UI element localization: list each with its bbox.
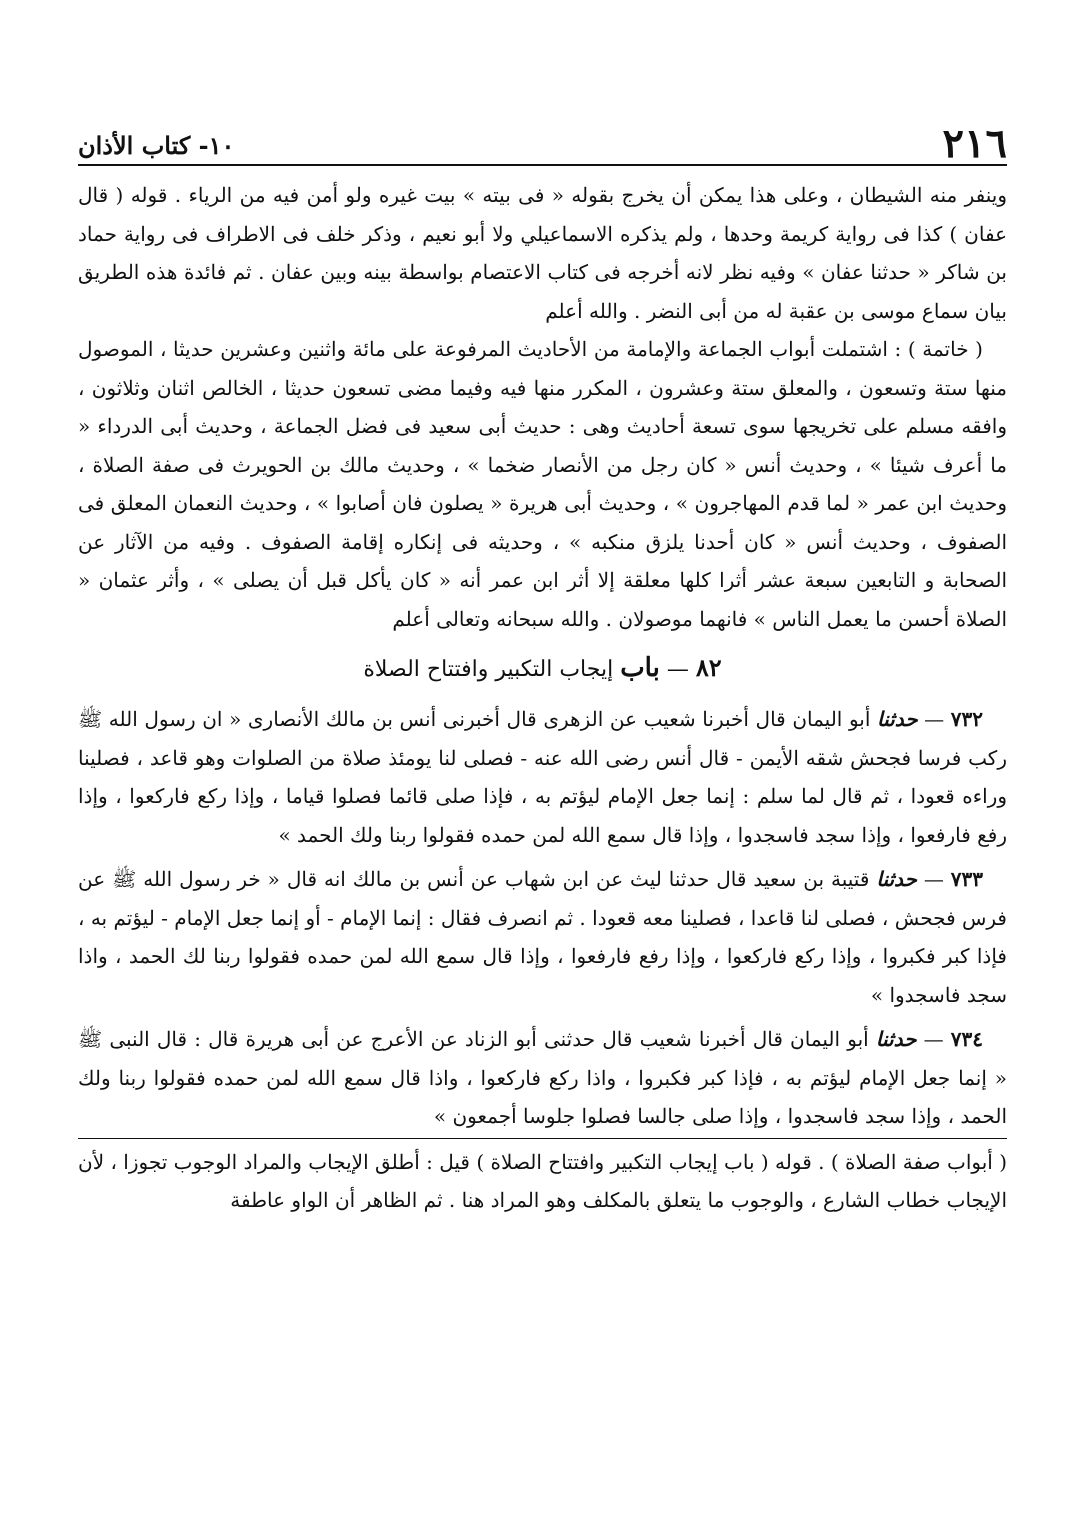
hadith-text: قتيبة بن سعيد قال حدثنا ليث عن ابن شهاب عن أنس بن مالك انه قال « خر رسول الله ﷺ عن فرس فجحش ، فصلى لنا قاعدا ، فصلينا معه قعودا . ثم انصرف فقال : إنما الإمام - أو إنما جعل الإمام - ليؤتم به ، فإذا كبر فكبروا ، وإذا ركع فاركعوا ، وإذا رفع فارفعوا ، وإذا قال سمع الله لمن حمده فقولوا ربنا لك الحمد ، واذا سجد فاسجدوا » (78, 867, 1007, 1007)
hadith-number: ٧٣٤ (950, 1027, 984, 1051)
top-commentary-paragraph: وينفر منه الشيطان ، وعلى هذا يمكن أن يخرج بقوله « فى بيته » بيت غيره ولو أمن فيه من الرياء . قوله ( قال عفان ) كذا فى رواية كريمة وحدها ، ولم يذكره الاسماعيلي ولا أبو نعيم ، وذكر خلف فى الاطراف فى رواية حماد بن شاكر « حدثنا عفان » وفيه نظر لانه أخرجه فى كتاب الاعتصام بواسطة بينه وبين عفان . ثم فائدة هذه الطريق بيان سماع موسى بن عقبة له من أبى النضر . والله أعلم (78, 183, 1007, 323)
hadith-number: ٧٣٣ (950, 867, 984, 891)
hadith-entry: ٧٣٣ — حدثنا قتيبة بن سعيد قال حدثنا ليث عن ابن شهاب عن أنس بن مالك انه قال « خر رسول الله ﷺ عن فرس فجحش ، فصلى لنا قاعدا ، فصلينا معه قعودا . ثم انصرف فقال : إنما الإمام - أو إنما جعل الإمام - ليؤتم به ، فإذا كبر فكبروا ، وإذا ركع فاركعوا ، وإذا رفع فارفعوا ، وإذا قال سمع الله لمن حمده فقولوا ربنا لك الحمد ، واذا سجد فاسجدوا » (78, 867, 1007, 1007)
chapter-dash: — (666, 657, 689, 682)
page-body (78, 176, 1007, 1220)
hadith-entry: ٧٣٢ — حدثنا أبو اليمان قال أخبرنا شعيب عن الزهرى قال أخبرنى أنس بن مالك الأنصارى « ان رسول الله ﷺ ركب فرسا فجحش شقه الأيمن - قال أنس رضى الله عنه - فصلى لنا يومئذ صلاة من الصلوات وهو قاعد ، فصلينا وراءه قعودا ، ثم قال لما سلم : إنما جعل الإمام ليؤتم به ، فإذا صلى قائما فصلوا قياما ، وإذا ركع فاركعوا ، وإذا رفع فارفعوا ، وإذا سجد فاسجدوا ، وإذا قال سمع الله لمن حمده فقولوا ربنا ولك الحمد » (78, 707, 1007, 847)
page-header (78, 118, 1007, 170)
chapter-title: إيجاب التكبير وافتتاح الصلاة (363, 657, 614, 682)
hadith-text: أبو اليمان قال أخبرنا شعيب عن الزهرى قال أخبرنى أنس بن مالك الأنصارى « ان رسول الله ﷺ ركب فرسا فجحش شقه الأيمن - قال أنس رضى الله عنه - فصلى لنا يومئذ صلاة من الصلوات وهو قاعد ، فصلينا وراءه قعودا ، ثم قال لما سلم : إنما جعل الإمام ليؤتم به ، فإذا صلى قائما فصلوا قياما ، وإذا ركع فاركعوا ، وإذا رفع فارفعوا ، وإذا سجد فاسجدوا ، وإذا قال سمع الله لمن حمده فقولوا ربنا ولك الحمد » (78, 707, 1007, 847)
hadith-keyword: حدثنا (877, 707, 918, 731)
commentary-divider (78, 1138, 1007, 1139)
chapter-heading (78, 644, 1007, 694)
hadith-keyword: حدثنا (876, 867, 917, 891)
bottom-commentary-paragraph: ( أبواب صفة الصلاة ) . قوله ( باب إيجاب التكبير وافتتاح الصلاة ) قيل : أطلق الإيجاب والمراد الوجوب تجوزا ، لأن الإيجاب خطاب الشارع ، والوجوب ما يتعلق بالمكلف وهو المراد هنا . ثم الظاهر أن الواو عاطفة (78, 1149, 1007, 1212)
hadith-text: أبو اليمان قال أخبرنا شعيب قال حدثنى أبو الزناد عن الأعرج عن أبى هريرة قال : قال النبى ﷺ « إنما جعل الإمام ليؤتم به ، فإذا كبر فكبروا ، واذا ركع فاركعوا ، واذا قال سمع الله لمن حمده فقولوا ربنا ولك الحمد ، وإذا سجد فاسجدوا ، وإذا صلى جالسا فصلوا جلوسا أجمعون » (78, 1027, 1007, 1128)
hadith-keyword: حدثنا (875, 1027, 917, 1051)
page-number: ٢١٦ (942, 120, 1007, 167)
conclusion-paragraph: ( خاتمة ) : اشتملت أبواب الجماعة والإمامة من الأحاديث المرفوعة على مائة واثنين وعشرين حديثا ، الموصول منها ستة وتسعون ، والمعلق ستة وعشرون ، المكرر منها فيه وفيما مضى تسعون حديثا ، الخالص اثنان وثلاثون ، وافقه مسلم على تخريجها سوى تسعة أحاديث وهى : حديث أبى سعيد فى فضل الجماعة ، وحديث أبى الدرداء « ما أعرف شيئا » ، وحديث أنس « كان رجل من الأنصار ضخما » ، وحديث مالك بن الحويرث فى صفة الصلاة ، وحديث ابن عمر « لما قدم المهاجرون » ، وحديث أبى هريرة « يصلون فان أصابوا » ، وحديث النعمان المعلق فى الصفوف ، وحديث أنس « كان أحدنا يلزق منكبه » ، وحديثه فى إنكاره إقامة الصفوف . وفيه من الآثار عن الصحابة و التابعين سبعة عشر أثرا كلها معلقة إلا أثر ابن عمر أنه « كان يأكل قبل أن يصلى » ، وأثر عثمان « الصلاة أحسن ما يعمل الناس » فانهما موصولان . والله سبحانه وتعالى أعلم (78, 337, 1007, 631)
header-divider (78, 164, 1007, 166)
hadith-entry: ٧٣٤ — حدثنا أبو اليمان قال أخبرنا شعيب قال حدثنى أبو الزناد عن الأعرج عن أبى هريرة قال : قال النبى ﷺ « إنما جعل الإمام ليؤتم به ، فإذا كبر فكبروا ، واذا ركع فاركعوا ، واذا قال سمع الله لمن حمده فقولوا ربنا ولك الحمد ، وإذا سجد فاسجدوا ، وإذا صلى جالسا فصلوا جلوسا أجمعون » (78, 1027, 1007, 1128)
chapter-number: ٨٢ (695, 653, 722, 682)
chapter-bab-label: باب (620, 653, 660, 683)
hadith-number: ٧٣٢ (950, 707, 984, 731)
running-title: ١٠- كتاب الأذان (78, 131, 235, 160)
